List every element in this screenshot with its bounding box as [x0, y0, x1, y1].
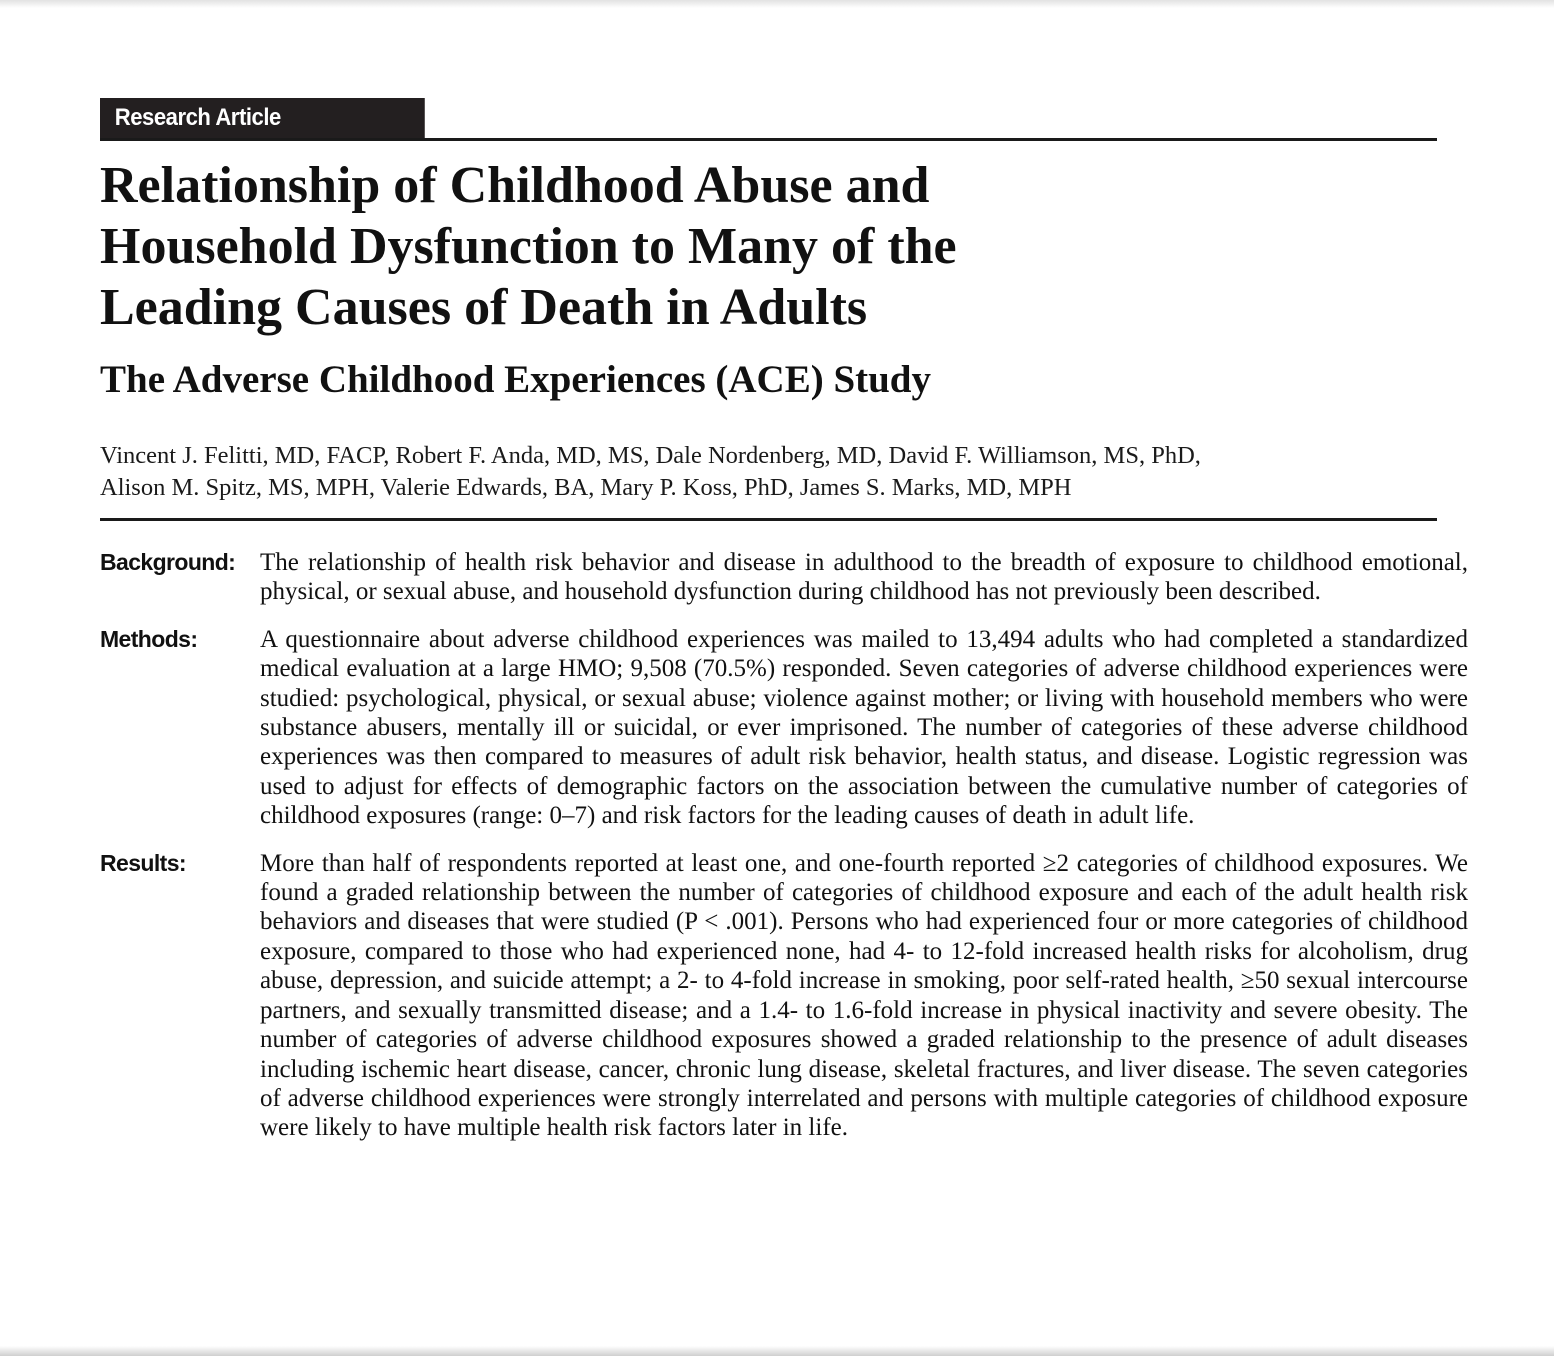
- author-line-1: Vincent J. Felitti, MD, FACP, Robert F. Anda, MD, MS, Dale Nordenberg, MD, David F. Williamson, MS, PhD,: [100, 442, 1201, 469]
- title-line-3: Leading Causes of Death in Adults: [100, 279, 868, 336]
- abstract-methods: [100, 625, 1468, 831]
- author-line-2: Alison M. Spitz, MS, MPH, Valerie Edwards, BA, Mary P. Koss, PhD, James S. Marks, MD, MPH: [100, 474, 1072, 501]
- article-page: [100, 98, 1468, 1143]
- results-text: More than half of respondents reported at least one, and one-fourth reported ≥2 categories of childhood exposures. We found a graded relationship between the number of categories of childhood exposure and each of the adult health risk behaviors and diseases that were studied (P < .001). Persons who had experienced four or more categories of childhood exposure, compared to those who had experienced none, had 4- to 12-fold increased health risks for alcoholism, drug abuse, depression, and suicide attempt; a 2- to 4-fold increase in smoking, poor self-rated health, ≥50 sexual intercourse partners, and sexually transmitted disease; and a 1.4- to 1.6-fold increase in physical inactivity and severe obesity. The number of categories of adverse childhood exposures showed a graded relationship to the presence of adult diseases including ischemic heart disease, cancer, chronic lung disease, skeletal fractures, and liver disease. The seven categories of adverse childhood experiences were strongly interrelated and persons with multiple categories of childhood exposure were likely to have multiple health risk factors later in life.: [260, 849, 1468, 1142]
- background-label: Background:: [100, 549, 236, 575]
- abstract-background: [100, 548, 1468, 607]
- methods-text: A questionnaire about adverse childhood experiences was mailed to 13,494 adults who had completed a standardized medical evaluation at a large HMO; 9,508 (70.5%) responded. Seven categories of adverse childhood experiences were studied: psychological, physical, or sexual abuse; violence against mother; or living with household members who were substance abusers, mentally ill or suicidal, or ever imprisoned. The number of categories of these adverse childhood experiences was then compared to measures of adult risk behavior, health status, and disease. Logistic regression was used to adjust for effects of demographic factors on the association between the cumulative number of categories of childhood exposures (range: 0–7) and risk factors for the leading causes of death in adult life.: [260, 625, 1468, 830]
- section-label: Research Article: [100, 98, 425, 138]
- title-line-1: Relationship of Childhood Abuse and: [100, 157, 930, 214]
- page-top-shadow: [0, 0, 1554, 8]
- article-subtitle: The Adverse Childhood Experiences (ACE) Study: [100, 358, 931, 401]
- author-list: [100, 440, 1437, 504]
- header-divider: [100, 518, 1437, 521]
- abstract-results: [100, 849, 1468, 1143]
- methods-label: Methods:: [100, 625, 198, 652]
- article-title: [100, 155, 1437, 338]
- page-bottom-shadow: [0, 1346, 1554, 1356]
- section-banner: [100, 98, 1437, 141]
- results-label: Results:: [100, 849, 186, 876]
- background-text: The relationship of health risk behavior and disease in adulthood to the breadth of exposure to childhood emotional, physical, or sexual abuse, and household dysfunction during childhood has not previously been described.: [260, 549, 1468, 606]
- title-line-2: Household Dysfunction to Many of the: [100, 218, 957, 275]
